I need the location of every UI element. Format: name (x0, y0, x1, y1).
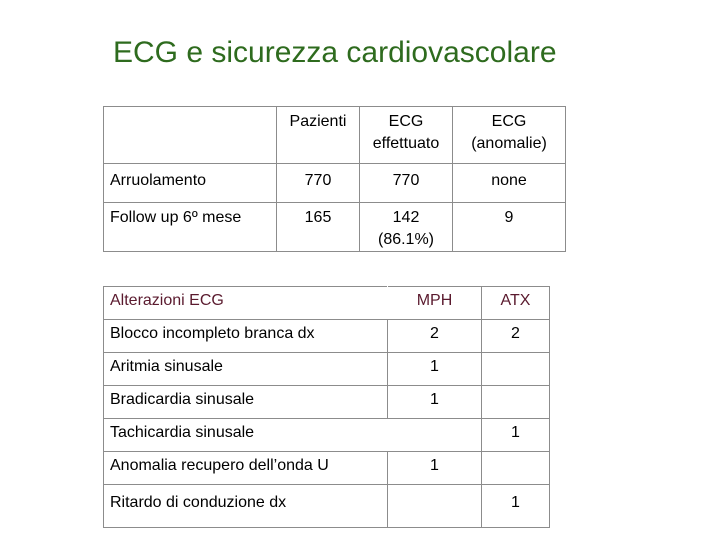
cell-value (388, 419, 482, 452)
cell-value (482, 452, 550, 485)
row-label: Tachicardia sinusale (104, 419, 388, 452)
table-row (104, 419, 550, 452)
cell-value: none (453, 164, 566, 203)
cell-value: 1 (482, 485, 550, 528)
row-label: Aritmia sinusale (104, 353, 388, 386)
ecg-alterations-table (103, 286, 550, 528)
cell-value: 165 (277, 203, 360, 252)
ecg-summary-table (103, 106, 566, 252)
table-row (104, 164, 566, 203)
cell-value: 1 (482, 419, 550, 452)
header-cell-ecg-anomalie: ECG (anomalie) (453, 107, 566, 164)
header-cell-mph: MPH (388, 287, 482, 320)
cell-value: 1 (388, 386, 482, 419)
table-row (104, 320, 550, 353)
table-header-row (104, 107, 566, 164)
cell-value: 2 (388, 320, 482, 353)
cell-value: 770 (360, 164, 453, 203)
row-label: Arruolamento (104, 164, 277, 203)
header-cell-pazienti: Pazienti (277, 107, 360, 164)
table-row (104, 353, 550, 386)
table-row (104, 386, 550, 419)
cell-value: 1 (388, 452, 482, 485)
table-header-row (104, 287, 550, 320)
page-title: ECG e sicurezza cardiovascolare (113, 36, 557, 69)
cell-value (482, 353, 550, 386)
header-cell-atx: ATX (482, 287, 550, 320)
row-label: Anomalia recupero dell’onda U (104, 452, 388, 485)
header-cell-alterazioni: Alterazioni ECG (104, 287, 388, 320)
row-label: Follow up 6º mese (104, 203, 277, 252)
cell-value: 770 (277, 164, 360, 203)
cell-value: 9 (453, 203, 566, 252)
table-row (104, 452, 550, 485)
row-label: Blocco incompleto branca dx (104, 320, 388, 353)
row-label: Bradicardia sinusale (104, 386, 388, 419)
header-cell-empty (104, 107, 277, 164)
row-label: Ritardo di conduzione dx (104, 485, 388, 528)
cell-value: 1 (388, 353, 482, 386)
table-row (104, 203, 566, 252)
cell-value: 2 (482, 320, 550, 353)
cell-value: 142 (86.1%) (360, 203, 453, 252)
cell-value (482, 386, 550, 419)
table-row (104, 485, 550, 528)
header-cell-ecg-effettuato: ECG effettuato (360, 107, 453, 164)
cell-value (388, 485, 482, 528)
